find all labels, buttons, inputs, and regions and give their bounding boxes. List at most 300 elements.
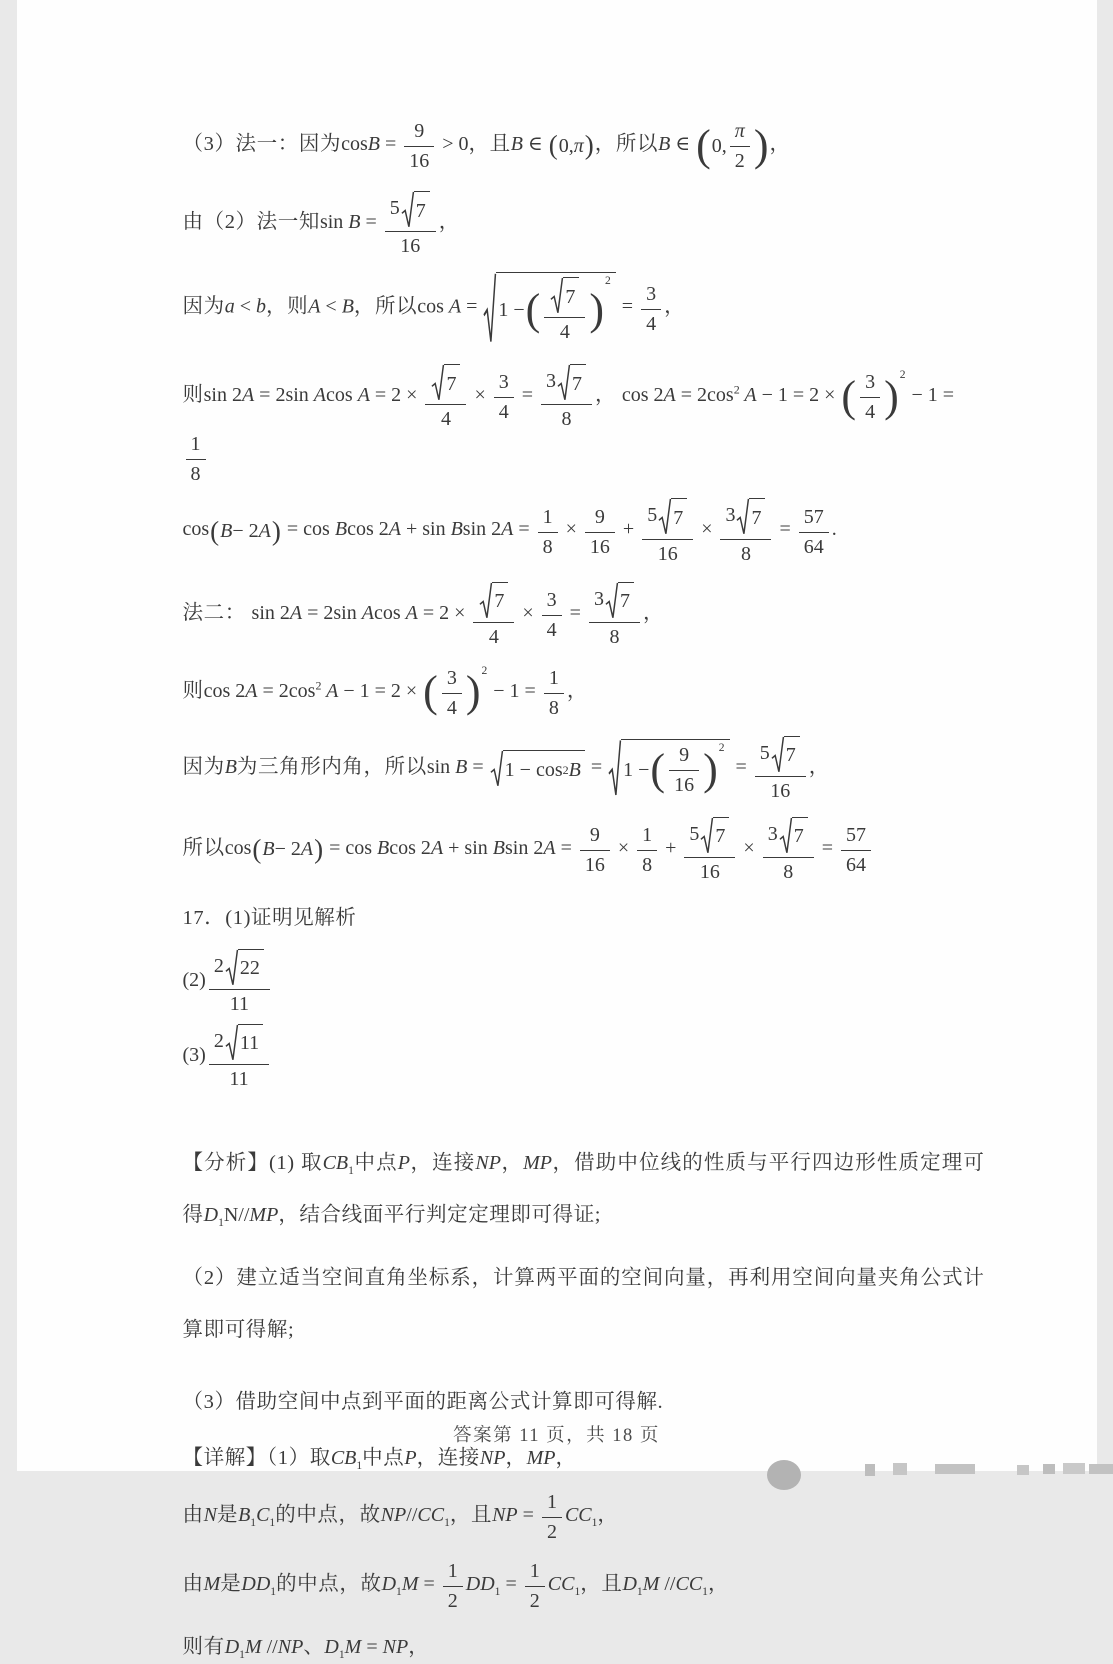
- math-variable: N: [204, 1504, 217, 1526]
- math-roman: 1: [547, 1491, 557, 1513]
- fraction: [730, 118, 750, 173]
- math-roman: cos 2: [622, 384, 664, 406]
- square-root: [608, 739, 729, 797]
- radical-icon: [431, 364, 444, 401]
- math-roman: cos 2: [204, 680, 246, 702]
- text: 则: [183, 384, 204, 406]
- math-roman: <: [320, 296, 341, 318]
- math-roman: = 2 ×: [370, 384, 423, 406]
- math-roman: sin: [427, 756, 455, 778]
- math-roman: cos 2: [347, 519, 389, 541]
- radical-icon: [401, 191, 414, 228]
- watermark-glyph: [1017, 1465, 1029, 1475]
- math-variable: B: [493, 837, 505, 859]
- text: ，连接: [417, 1447, 480, 1469]
- fraction: [209, 1022, 269, 1091]
- math-roman: =: [380, 133, 401, 155]
- text: ，且: [580, 1573, 622, 1595]
- formula-line: [183, 1022, 985, 1091]
- math-roman: 3: [547, 589, 557, 611]
- math-roman: 1: [543, 506, 553, 528]
- math-roman: =: [513, 519, 534, 541]
- math-roman: 11: [230, 993, 249, 1015]
- math-roman: =: [774, 519, 795, 541]
- math-roman: 3: [646, 283, 656, 305]
- math-roman: 3: [594, 588, 604, 610]
- math-variable: b: [256, 296, 266, 318]
- math-roman: 8: [642, 854, 652, 876]
- math-variable: A: [245, 680, 257, 702]
- math-roman: − 1 = 2 ×: [338, 680, 422, 702]
- math-roman: 0,: [712, 130, 727, 162]
- math-variable: MP: [527, 1447, 556, 1469]
- math-variable: B: [658, 133, 670, 155]
- text: ，所以: [595, 133, 658, 155]
- math-roman: 64: [804, 536, 824, 558]
- text: ，借助中位线的性质与平行四边形性质定理可得: [183, 1152, 985, 1226]
- math-roman: 16: [400, 235, 420, 257]
- formula-line: [183, 947, 985, 1016]
- text: 的中点，故: [275, 1504, 381, 1526]
- subscript: 1: [339, 1648, 345, 1661]
- math-roman: 4: [560, 321, 570, 343]
- radical-icon: [483, 272, 496, 344]
- math-roman: cos 2: [389, 837, 431, 859]
- math-roman: =: [556, 837, 577, 859]
- math-roman: 3: [725, 505, 735, 527]
- math-roman: 16: [590, 536, 610, 558]
- radical-icon: [658, 498, 671, 535]
- text: 法二：: [183, 602, 252, 624]
- subscript: 1: [574, 1585, 580, 1598]
- math-variable: M: [204, 1573, 221, 1595]
- parenthesis-group: ( $\frac{3}{4}$ ) 2: [423, 665, 487, 720]
- math-roman: 22: [240, 957, 260, 980]
- radical-icon: [605, 582, 618, 619]
- document-page: [17, 0, 1097, 1471]
- math-roman: 8: [741, 543, 751, 565]
- math-roman: ∈: [670, 133, 695, 155]
- text: 中点: [354, 1152, 398, 1174]
- formula-line: [183, 496, 985, 565]
- math-variable: CC: [675, 1573, 702, 1595]
- math-roman: 8: [609, 626, 619, 648]
- math-variable: M: [402, 1573, 419, 1595]
- text: ，: [501, 1152, 523, 1174]
- math-roman: 7: [751, 507, 761, 530]
- radical-icon: [225, 1024, 238, 1061]
- math-roman: 7: [416, 200, 426, 223]
- math-roman: //: [262, 1636, 278, 1658]
- math-roman: 16: [770, 780, 790, 802]
- math-variable: MP: [523, 1152, 552, 1174]
- formula-line: [183, 1252, 985, 1357]
- math-roman: = cos: [282, 519, 335, 541]
- superscript: 2: [734, 383, 740, 397]
- text: 17．(1)证明见解析: [183, 907, 357, 929]
- subscript: 1: [250, 1516, 256, 1529]
- math-variable: NP: [475, 1152, 501, 1174]
- fraction: [442, 665, 462, 720]
- math-roman: sin 2: [505, 837, 543, 859]
- watermark-logo-icon: [767, 1460, 801, 1490]
- math-variable: C: [256, 1504, 269, 1526]
- square-root: [557, 364, 586, 401]
- text: 所以: [183, 837, 225, 859]
- fraction: [404, 118, 434, 173]
- math-variable: B: [335, 519, 347, 541]
- fraction: [720, 496, 771, 565]
- math-variable: B: [225, 756, 237, 778]
- subscript: 1: [218, 1216, 224, 1229]
- text: ，且: [450, 1504, 492, 1526]
- math-variable: P: [404, 1447, 416, 1469]
- math-roman: 1: [448, 1560, 458, 1582]
- math-roman: 1 −: [498, 294, 524, 326]
- math-roman: <: [235, 296, 256, 318]
- subscript: 1: [637, 1585, 643, 1598]
- math-variable: CC: [548, 1573, 575, 1595]
- math-roman: 4: [865, 401, 875, 423]
- text: ，连接: [410, 1152, 475, 1174]
- math-variable: MP: [249, 1204, 278, 1226]
- math-roman: sin 2: [252, 602, 290, 624]
- math-roman: ∈: [523, 133, 548, 155]
- math-variable: A: [543, 837, 555, 859]
- radical-icon: [490, 750, 503, 787]
- math-variable: A: [664, 384, 676, 406]
- fraction: [544, 665, 564, 720]
- math-roman: =: [361, 211, 382, 233]
- math-roman: 1 − cos: [505, 754, 563, 786]
- math-roman: − 1 =: [488, 680, 541, 702]
- math-variable: A: [290, 602, 302, 624]
- text: 【详解】（1）取: [183, 1447, 331, 1469]
- math-roman: cos: [374, 602, 406, 624]
- math-roman: 5: [390, 197, 400, 219]
- square-root: [700, 817, 729, 854]
- math-roman: 8: [191, 463, 201, 485]
- math-variable: P: [398, 1152, 410, 1174]
- math-variable: D: [204, 1204, 218, 1226]
- formula-line: [183, 362, 985, 486]
- text: 中点: [362, 1447, 404, 1469]
- fraction: [642, 496, 693, 565]
- math-variable: A: [308, 296, 320, 318]
- math-roman: 4: [447, 697, 457, 719]
- math-roman: 16: [409, 150, 429, 172]
- math-variable: CB: [331, 1447, 357, 1469]
- math-variable: a: [225, 296, 235, 318]
- text: 由: [183, 1504, 204, 1526]
- radical-icon: [736, 498, 749, 535]
- math-roman: 3: [768, 823, 778, 845]
- text: 则: [183, 680, 204, 702]
- math-roman: 11: [229, 1068, 248, 1090]
- fraction: [669, 742, 699, 797]
- formula-line: [183, 272, 985, 344]
- math-variable: A: [358, 384, 370, 406]
- math-roman: 7: [786, 744, 796, 767]
- math-roman: = 2sin: [254, 384, 314, 406]
- text: ，: [664, 296, 685, 318]
- math-roman: cos: [326, 384, 358, 406]
- square-root: [605, 582, 634, 619]
- math-roman: 9: [595, 506, 605, 528]
- math-roman: 4: [489, 626, 499, 648]
- math-roman: //: [406, 1504, 417, 1526]
- math-roman: − 2: [275, 833, 301, 865]
- math-roman: 7: [673, 507, 683, 530]
- math-roman: =: [461, 296, 482, 318]
- math-variable: DD: [241, 1573, 270, 1595]
- math-roman: 2: [214, 1030, 224, 1052]
- math-roman: 5: [689, 823, 699, 845]
- fraction: [580, 822, 610, 877]
- math-roman: 16: [674, 774, 694, 796]
- math-variable: B: [368, 133, 380, 155]
- fraction: [494, 369, 514, 424]
- math-roman: sin 2: [463, 519, 501, 541]
- math-roman: 57: [804, 506, 824, 528]
- parenthesis-group: ( B − 2 A ): [252, 833, 323, 865]
- math-roman: ×: [738, 837, 759, 859]
- math-roman: 3: [546, 370, 556, 392]
- text: ，且: [469, 133, 511, 155]
- text: （2）建立适当空间直角坐标系，计算两平面的空间向量，再利用空间向量夹角公式计算即可得解;: [183, 1267, 985, 1341]
- math-variable: A: [740, 384, 757, 406]
- square-root: [431, 364, 460, 401]
- radical-icon: [550, 277, 563, 314]
- math-roman: =: [500, 1573, 521, 1595]
- fraction: [542, 1489, 562, 1544]
- math-roman: N//: [224, 1204, 250, 1226]
- math-variable: A: [314, 384, 326, 406]
- subscript: 1: [444, 1516, 450, 1529]
- math-roman: 7: [494, 590, 504, 613]
- formula-line: [183, 1137, 985, 1242]
- fraction: [542, 587, 562, 642]
- fraction: [841, 822, 871, 877]
- math-roman: =: [467, 756, 488, 778]
- math-variable: π: [735, 120, 745, 142]
- math-variable: B: [348, 211, 360, 233]
- text: （3）法一：因为: [183, 133, 342, 155]
- math-roman: ×: [517, 602, 538, 624]
- math-roman: 4: [441, 408, 451, 430]
- square-root: [550, 277, 579, 314]
- formula-line: [183, 580, 985, 649]
- text: 的中点，故: [276, 1573, 382, 1595]
- text: 、: [303, 1636, 324, 1658]
- square-root: [771, 736, 800, 773]
- subscript: 1: [270, 1585, 276, 1598]
- text: 因为: [183, 296, 225, 318]
- math-roman: 2: [214, 955, 224, 977]
- text: ，则: [266, 296, 308, 318]
- radical-icon: [225, 949, 238, 986]
- math-variable: M: [643, 1573, 660, 1595]
- text: 为三角形内角，所以: [237, 756, 427, 778]
- math-roman: 1: [642, 824, 652, 846]
- math-variable: B: [220, 515, 232, 547]
- math-variable: A: [362, 602, 374, 624]
- math-roman: ×: [469, 384, 490, 406]
- math-roman: =: [361, 1636, 382, 1658]
- math-roman: − 1 = 2 ×: [757, 384, 841, 406]
- formula-line: [183, 1558, 985, 1613]
- text: 是: [217, 1504, 238, 1526]
- math-roman: 16: [585, 854, 605, 876]
- math-variable: D: [622, 1573, 636, 1595]
- page-footer: [17, 1421, 1097, 1447]
- math-variable: D: [382, 1573, 396, 1595]
- math-roman: 1: [549, 667, 559, 689]
- square-root: [225, 1024, 263, 1061]
- formula-line: [183, 815, 985, 884]
- math-variable: M: [345, 1636, 362, 1658]
- subscript: 1: [495, 1585, 501, 1598]
- math-roman: − 2: [232, 515, 258, 547]
- text: ，: [439, 211, 460, 233]
- parenthesis-group: ( 0, $\frac{\pi}{2}$ ): [696, 118, 768, 173]
- math-roman: 4: [547, 619, 557, 641]
- square-root: [483, 272, 615, 344]
- math-variable: A: [431, 837, 443, 859]
- math-roman: 9: [414, 120, 424, 142]
- fraction: [443, 1558, 463, 1613]
- math-variable: A: [501, 519, 513, 541]
- math-roman: ×: [696, 519, 717, 541]
- math-variable: A: [242, 384, 254, 406]
- math-roman: =: [565, 602, 586, 624]
- math-roman: =: [731, 756, 752, 778]
- math-roman: 16: [700, 861, 720, 883]
- page-number-text: 答案第 11 页，共 18 页: [453, 1426, 660, 1446]
- math-roman: = cos: [324, 837, 377, 859]
- math-variable: B: [451, 519, 463, 541]
- math-roman: cos: [341, 133, 368, 155]
- math-roman: 7: [620, 590, 630, 613]
- math-variable: NP: [383, 1636, 409, 1658]
- text: 是: [220, 1573, 241, 1595]
- math-roman: 8: [543, 536, 553, 558]
- text: ，所以: [354, 296, 417, 318]
- math-roman: = 2 ×: [418, 602, 471, 624]
- math-variable: A: [406, 602, 418, 624]
- math-roman: 1: [530, 1560, 540, 1582]
- fraction: [637, 822, 657, 877]
- superscript: 2: [315, 678, 321, 692]
- math-variable: NP: [480, 1447, 506, 1469]
- math-variable: A: [389, 519, 401, 541]
- math-roman: (3): [183, 1044, 206, 1066]
- text: ，: [595, 384, 622, 406]
- math-variable: A: [259, 515, 271, 547]
- math-roman: 2: [448, 1590, 458, 1612]
- watermark: [725, 1456, 1097, 1471]
- text: ，: [408, 1636, 429, 1658]
- text: （3）借助空间中点到平面的距离公式计算即可得解.: [183, 1391, 664, 1413]
- math-roman: 8: [562, 408, 572, 430]
- math-roman: =: [518, 1504, 539, 1526]
- watermark-glyph: [865, 1464, 875, 1476]
- math-roman: 0,: [559, 130, 574, 162]
- math-variable: DD: [466, 1573, 495, 1595]
- math-roman: cos: [417, 296, 449, 318]
- math-roman: + sin: [443, 837, 493, 859]
- fraction: [186, 431, 206, 486]
- math-roman: ×: [613, 837, 634, 859]
- text: 【分析】(1) 取: [183, 1152, 323, 1174]
- math-roman: 8: [549, 697, 559, 719]
- fraction: [589, 580, 640, 649]
- watermark-glyph: [1089, 1464, 1113, 1474]
- math-roman: 9: [679, 744, 689, 766]
- subscript: 1: [396, 1585, 402, 1598]
- math-roman: =: [817, 837, 838, 859]
- math-variable: B: [342, 296, 354, 318]
- subscript: 1: [356, 1459, 362, 1472]
- radical-icon: [608, 739, 621, 797]
- text: ，: [708, 1573, 729, 1595]
- math-roman: 2: [547, 1521, 557, 1543]
- math-variable: π: [574, 130, 584, 162]
- radical-icon: [779, 817, 792, 854]
- math-variable: B: [455, 756, 467, 778]
- formula-line: [183, 189, 985, 258]
- subscript: 1: [239, 1648, 245, 1661]
- text: 由: [183, 1573, 204, 1595]
- math-roman: 2: [530, 1590, 540, 1612]
- math-roman: 1: [191, 433, 201, 455]
- formula-line: [183, 1489, 985, 1544]
- math-variable: A: [301, 833, 313, 865]
- watermark-glyph: [1043, 1464, 1055, 1474]
- math-roman: =: [586, 756, 607, 778]
- math-roman: + sin: [401, 519, 451, 541]
- text: ，: [597, 1504, 618, 1526]
- math-variable: NP: [381, 1504, 407, 1526]
- text: 因为: [183, 756, 225, 778]
- math-roman: − 1 =: [907, 384, 955, 406]
- math-variable: A: [449, 296, 461, 318]
- subscript: 1: [269, 1516, 275, 1529]
- math-roman: 57: [846, 824, 866, 846]
- radical-icon: [479, 582, 492, 619]
- math-variable: CC: [417, 1504, 444, 1526]
- subscript: 1: [348, 1164, 354, 1177]
- text: ，: [567, 680, 588, 702]
- radical-icon: [557, 364, 570, 401]
- math-roman: 16: [658, 543, 678, 565]
- square-root: [779, 817, 808, 854]
- math-roman: (2): [183, 969, 206, 991]
- math-variable: M: [245, 1636, 262, 1658]
- text: ，结合线面平行判定定理即可得证;: [278, 1204, 601, 1226]
- math-variable: NP: [278, 1636, 304, 1658]
- math-variable: B: [262, 833, 274, 865]
- math-roman: 8: [783, 861, 793, 883]
- math-roman: +: [660, 837, 681, 859]
- fraction: [755, 734, 806, 803]
- fraction: [641, 281, 661, 336]
- math-roman: =: [419, 1573, 440, 1595]
- math-roman: =: [517, 384, 538, 406]
- math-roman: sin 2: [204, 384, 242, 406]
- math-variable: CC: [565, 1504, 592, 1526]
- math-roman: cos: [225, 837, 252, 859]
